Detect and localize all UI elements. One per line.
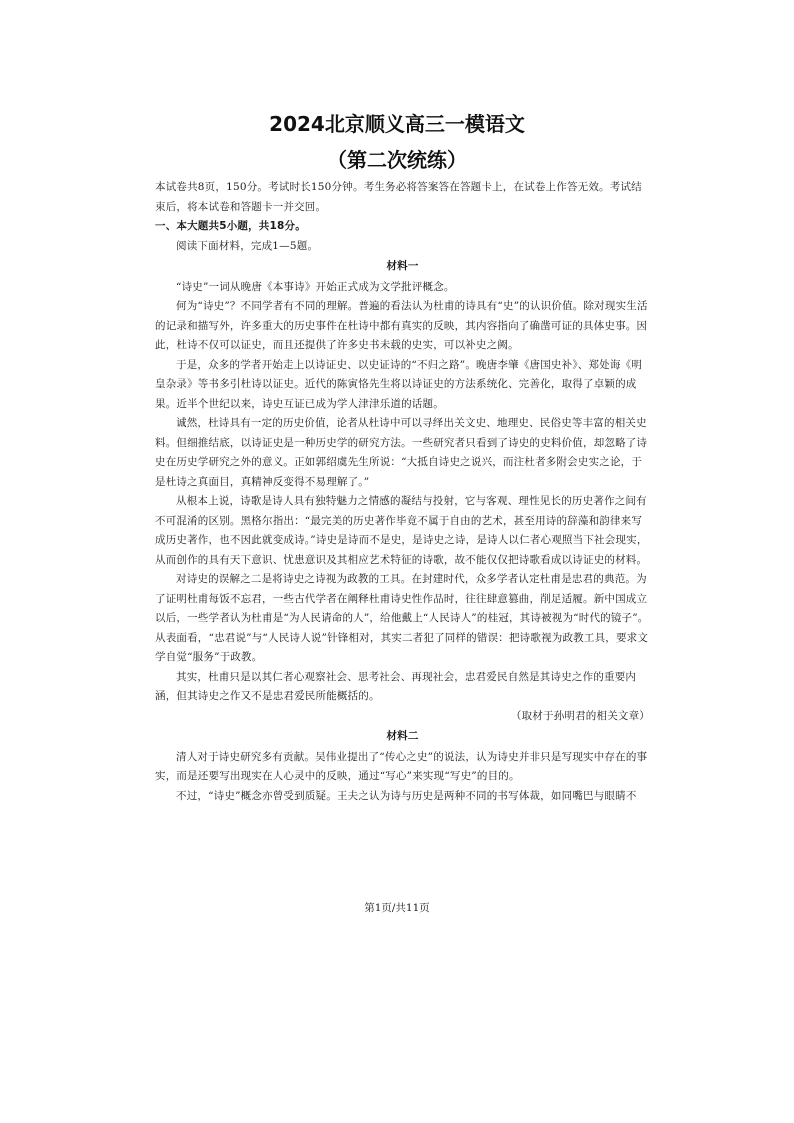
document-subtitle: （第二次统练）: [327, 148, 467, 172]
reading-instruction: 阅读下面材料，完成1—5题。: [176, 239, 319, 252]
material1-paragraph: 诚然，杜诗具有一定的历史价值，论者从杜诗中可以寻绎出关文史、地理史、民俗史等丰富的相关史料。但细推结底，以诗证史是一种历史学的研究方法。一些研究者只看到了诗史的史料价值，却忽略了诗史在历史学研究之外的意义。正如郭绍虞先生所说：“大抵自诗史之说兴，而注杜者多附会史实之论，于是杜诗之真面目，真精神反变得不易理解了。”: [155, 417, 648, 488]
exam-instructions: 本试卷共8页，150分。考试时长150分钟。考生务必将答案答在答题卡上，在试卷上作答无效。考试结束后，将本试卷和答题卡一并交回。: [155, 181, 642, 213]
material1-paragraph: “诗史”一词从晚唐《本事诗》开始正式成为文学批评概念。: [176, 280, 455, 293]
page-number: 第1页/共11页: [364, 902, 430, 914]
material2-paragraph: 清人对于诗史研究多有贡献。吴伟业提出了“传心之史”的说法，认为诗史并非只是写现实中存在的事实，而是还要写出现实在人心灵中的反映，通过“写心”来实现“写史”的目的。: [155, 750, 648, 782]
material2-paragraph: 不过，“诗史”概念亦曾受到质疑。王夫之认为诗与历史是两种不同的书写体裁，如同嘴巴与眼睛不: [176, 789, 637, 802]
material2-heading: 材料二: [386, 730, 419, 742]
material1-paragraph: 其实，杜甫只是以其仁者心观察社会、思考社会、再现社会，忠君爱民自然是其诗史之作的重要内涵，但其诗史之作又不是忠君爱民所能概括的。: [155, 670, 637, 702]
material1-paragraph: 何为“诗史”？不同学者有不同的理解。普遍的看法认为杜甫的诗具有“史”的认识价值。除对现实生活的记录和描写外，许多重大的历史事件在杜诗中都有真实的反映，其内容指向了确凿可证的具体史事。因此，杜诗不仅可以证史，而且还提供了许多史书未载的史实，可以补史之阙。: [155, 300, 648, 351]
material1-paragraph: 从根本上说，诗歌是诗人具有独特魅力之情感的凝结与投射，它与客观、理性见长的历史著作之间有不可混淆的区别。黑格尔指出：“最完美的历史著作毕竟不属于自由的艺术，甚至用诗的辞藻和韵律来写成历史著作，也不因此就变成诗。”诗史是诗而不是史，是诗史之诗，是诗人以仁者心观照当下社会现实，从而创作的具有天下意识、忧患意识及其相应艺术特征的诗歌，故不能仅仅把诗歌看成以诗证史的材料。: [155, 495, 648, 566]
material1-paragraph: 于是，众多的学者开始走上以诗证史、以史证诗的“不归之路”。晚唐李肇《唐国史补》、郑处诲《明皇杂录》等书多引杜诗以证史。近代的陈寅恪先生将以诗证史的方法系统化、完善化，取得了卓颖的成果。近半个世纪以来，诗史互证已成为学人津津乐道的话题。: [155, 358, 642, 410]
material1-source: （取材于孙明君的相关文章）: [510, 709, 650, 722]
material1-heading: 材料一: [386, 260, 419, 272]
document-title: 2024北京顺义高三一模语文: [269, 112, 525, 136]
section-heading: 一、本大题共5小题，共18分。: [155, 220, 306, 232]
material1-paragraph: 对诗史的误解之二是将诗史之诗视为政教的工具。在封建时代，众多学者认定杜甫是忠君的典范。为了证明杜甫每饭不忘君，一些古代学者在阐释杜甫诗史性作品时，往往肆意篡曲，削足适履。新中国成立以后，一些学者认为杜甫是“为人民请命的人”，给他戴上“人民诗人”的桂冠，其诗被视为“时代的镜子”。从表面看，“忠君说”与“人民诗人说”针锋相对，其实二者犯了同样的错误：把诗歌视为政教工具，要求文学自觉“服务”于政教。: [155, 573, 649, 663]
document-body: [155, 178, 650, 806]
